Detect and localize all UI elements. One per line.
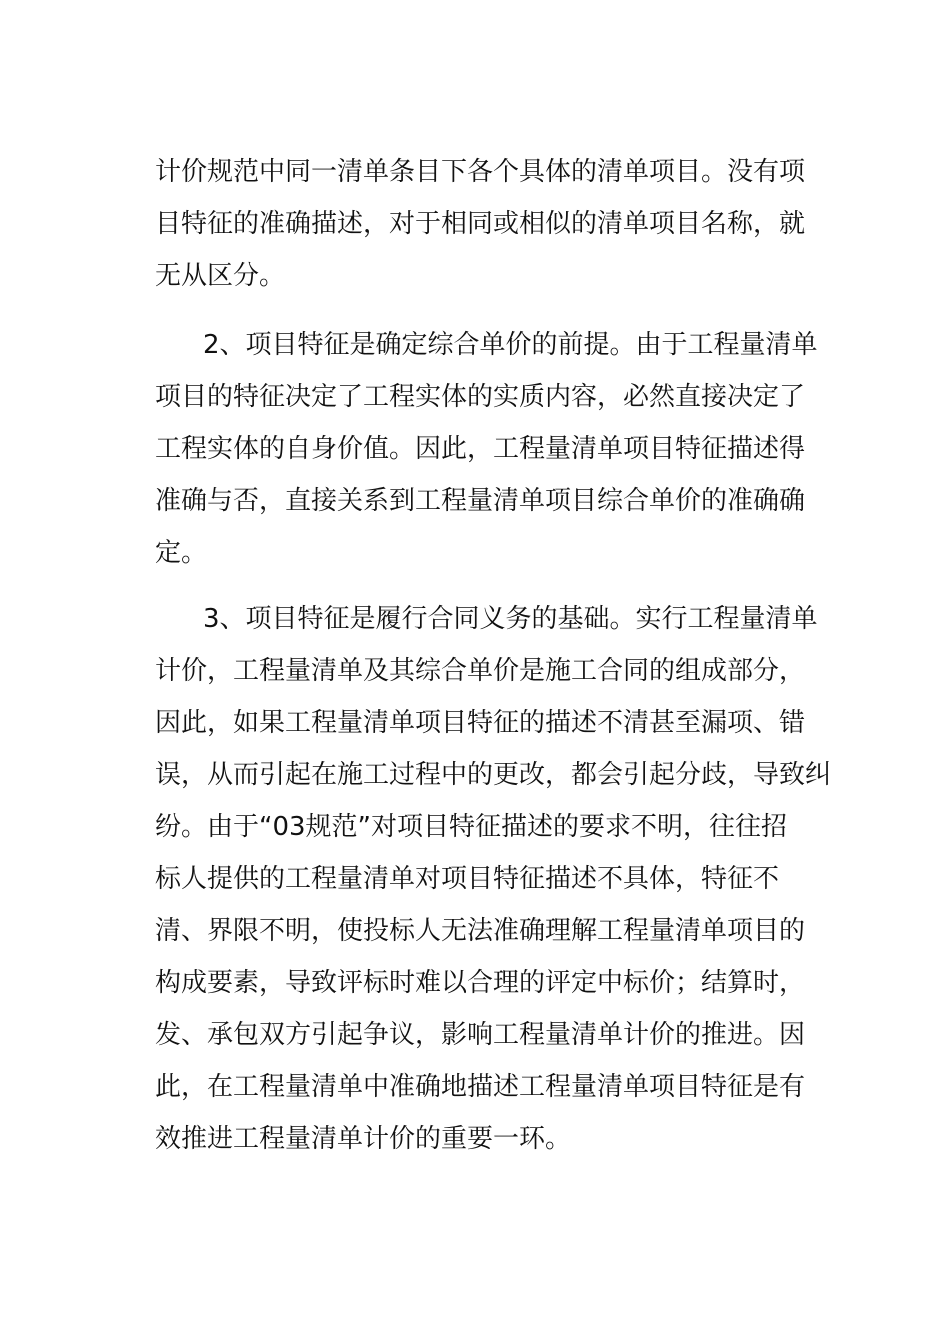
text-line: 误，从而引起在施工过程中的更改，都会引起分歧，导致纠: [155, 760, 832, 790]
text-line: 计价规范中同一清单条目下各个具体的清单项目。没有项: [155, 157, 806, 187]
text-line: 工程实体的自身价值。因此，工程量清单项目特征描述得: [155, 434, 806, 464]
text-line: 定。: [155, 538, 208, 568]
text-line: 2、项目特征是确定综合单价的前提。由于工程量清单: [203, 330, 818, 360]
text-line: 项目的特征决定了工程实体的实质内容，必然直接决定了: [155, 382, 806, 412]
text-line: 目特征的准确描述，对于相同或相似的清单项目名称，就: [155, 209, 806, 239]
text-line: 清、界限不明，使投标人无法准确理解工程量清单项目的: [155, 916, 806, 946]
text-line: 因此，如果工程量清单项目特征的描述不清甚至漏项、错: [155, 708, 806, 738]
text-line: 准确与否，直接关系到工程量清单项目综合单价的准确确: [155, 486, 806, 516]
text-line: 无从区分。: [155, 261, 286, 291]
text-line: 3、项目特征是履行合同义务的基础。实行工程量清单: [203, 604, 818, 634]
text-line: 此，在工程量清单中准确地描述工程量清单项目特征是有: [155, 1072, 806, 1102]
text-line: 纷。由于“03规范”对项目特征描述的要求不明，往往招: [155, 812, 788, 842]
text-line: 标人提供的工程量清单对项目特征描述不具体，特征不: [155, 864, 780, 894]
text-line: 效推进工程量清单计价的重要一环。: [155, 1124, 572, 1154]
text-line: 计价，工程量清单及其综合单价是施工合同的组成部分，: [155, 656, 806, 686]
text-line: 构成要素，导致评标时难以合理的评定中标价；结算时，: [155, 968, 806, 998]
text-line: 发、承包双方引起争议，影响工程量清单计价的推进。因: [155, 1020, 806, 1050]
